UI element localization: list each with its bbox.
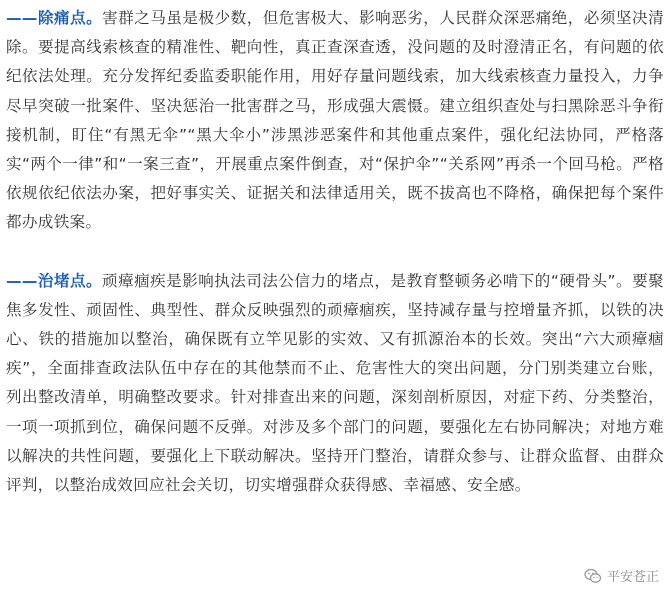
- paragraph-lead: ——除痛点。: [6, 9, 103, 27]
- paragraph-text: 顽瘴痼疾是影响执法司法公信力的堵点，是教育整顿务必啃下的“硬骨头”。要聚焦多发性、顽固性、典型性、群众反映强烈的顽瘴痼疾，坚持减存量与控增量齐抓，以铁的决心、铁的措施加以整治，确保既有立竿见影的实效、又有抓源治本的长效。突出“六大顽瘴痼疾”，全面排查政法队伍中存在的其他禁而不止、危害性大的突出问题，分门别类建立台账，列出整改清单，明确整改要求。针对排查出来的问题，深刻剖析原因，对症下药、分类整治，一项一项抓到位，确保问题不反弹。对涉及多个部门的问题，要强化左右协同解决；对地方难以解决的共性问题，要强化上下联动解决。坚持开门整治，请群众参与、让群众监督、由群众评判，以整治成效回应社会关切，切实增强群众获得感、幸福感、安全感。: [6, 271, 664, 495]
- paragraph-text: 害群之马虽是极少数，但危害极大、影响恶劣，人民群众深恶痛绝，必须坚决清除。要提高线索核查的精准性、靶向性，真正查深查透，没问题的及时澄清正名，有问题的依纪依法处理。充分发挥纪委监委职能作用，用好存量问题线索，加大线索核查力量投入，力争尽早突破一批案件、坚决惩治一批害群之马，形成强大震慑。建立组织查处与扫黑除恶斗争衔接机制，盯住“有黑无伞”“黑大伞小”涉黑涉恶案件和其他重点案件，强化纪法协同，严格落实“两个一律”和“一案三查”，开展重点案件倒查，对“保护伞”“关系网”再杀一个回马枪。严格依规依纪依法办案，把好事实关、证据关和法律适用关，既不拔高也不降格，确保把每个案件都办成铁案。: [6, 9, 664, 232]
- article-body: [6, 4, 664, 500]
- paragraph-lead: ——治堵点。: [6, 271, 103, 290]
- wechat-account-icon: [584, 567, 602, 585]
- paragraph-remove-pain-points: [6, 4, 664, 238]
- paragraph-clear-blockages: [6, 267, 664, 501]
- watermark: [581, 565, 662, 586]
- watermark-text: 平安苍正: [606, 570, 659, 585]
